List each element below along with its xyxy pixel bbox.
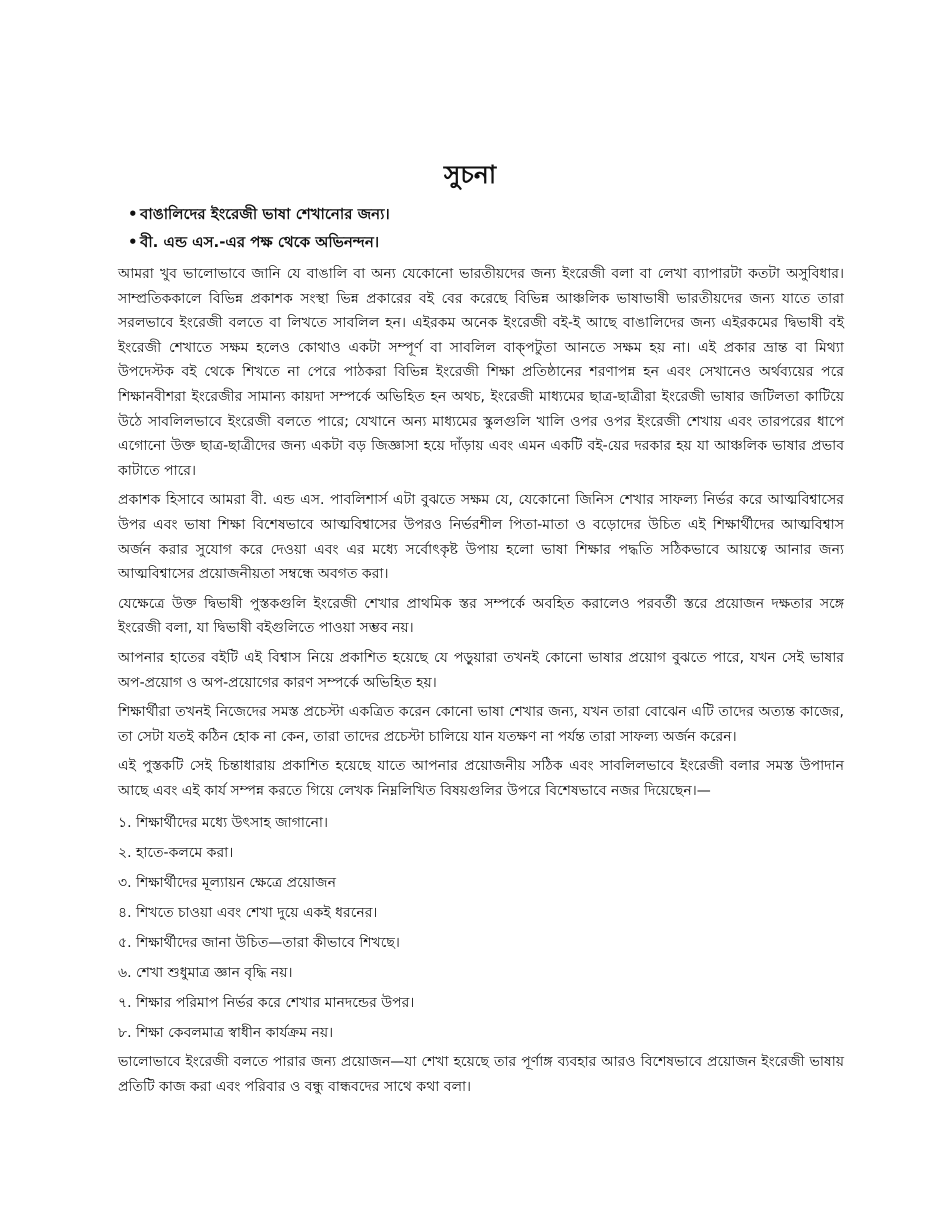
bullet-icon: •	[128, 233, 138, 251]
closing-paragraph: ভালোভাবে ইংরেজী বলতে পারার জন্য প্রয়োজন—যা শেখা হয়েছে তার পূর্ণাঙ্গ ব্যবহার আরও বিশেষভাবে প্রয়োজন ইংরেজী ভাষায় প্রতিটি কাজ করা এবং পরিবার ও বন্ধু বান্ধবদের সাথে কথা বলা।	[118, 1054, 844, 1096]
bullet-item	[128, 228, 390, 256]
paragraph: আপনার হাতের বইটি এই বিশ্বাস নিয়ে প্রকাশিত হয়েছে যে পড়ুয়ারা তখনই কোনো ভাষার প্রয়োগ বুঝতে পারে, যখন সেই ভাষার অপ-প্রয়োগ ও অপ-প্রয়োগের কারণ সম্পর্কে অভিহিত হয়।	[118, 649, 844, 691]
bullet-text: বী. এন্ড এস.-এর পক্ষ থেকে অভিনন্দন।	[140, 233, 380, 251]
paragraph: আমরা খুব ভালোভাবে জানি যে বাঙালি বা অন্য যেকোনো ভারতীয়দের জন্য ইংরেজী বলা বা লেখা ব্যাপারটা কতটা অসুবিধার। সাম্প্রতিককালে বিভিন্ন প্রকাশক সংস্থা ভিন্ন প্রকারের বই বের করেছে বিভিন্ন আঞ্চলিক ভাষাভাষী ভারতীয়দের জন্য যাতে তারা সরলভাবে ইংরেজী বলতে বা লিখতে সাবলিল হন। এইরকম অনেক ইংরেজী বই-ই আছে বাঙালিদের জন্য এইরকমের দ্বিভাষী বই ইংরেজী শেখাতে সক্ষম হলেও কোথাও একটা সম্পূর্ণ বা সাবলিল বাক্পটুতা আনতে সক্ষম হয় না। এই প্রকার ভ্রান্ত বা মিথ্যা উপদেস্টক বই থেকে শিখতে না পেরে পাঠকরা বিভিন্ন ইংরেজী শিক্ষা প্রতিষ্ঠানের শরণাপন্ন হন এবং সেখানেও অর্থব্যয়ের পরে শিক্ষানবীশরা ইংরেজীর সামান্য কায়দা সম্পর্কে অভিহিত হন অথচ, ইংরেজী মাধ্যমের ছাত্র-ছাত্রীরা ইংরেজী ভাষার জটিলতা কাটিয়ে উঠে সাবলিলভাবে ইংরেজী বলতে পারে; যেখানে অন্য মাধ্যমের স্কুলগুলি খালি ওপর ওপর ইংরেজী শেখায় এবং তারপরের ধাপে এগোনো উক্ত ছাত্র-ছাত্রীদের জন্য একটা বড় জিজ্ঞাসা হয়ে দাঁড়ায় এবং এমন একটি বই-য়ের দরকার হয় যা আঞ্চলিক ভাষার প্রভাব কাটাতে পারে।	[118, 266, 845, 479]
bullet-text: বাঙালিদের ইংরেজী ভাষা শেখানোর জন্য।	[140, 205, 390, 223]
paragraph: যেক্ষেত্রে উক্ত দ্বিভাষী পুস্তকগুলি ইংরেজী শেখার প্রাথমিক স্তর সম্পর্কে অবহিত করালেও পরবর্তী স্তরে প্রয়োজন দক্ষতার সঙ্গে ইংরেজী বলা, যা দ্বিভাষী বইগুলিতে পাওয়া সম্ভব নয়।	[118, 595, 844, 637]
body-text	[118, 262, 844, 1105]
list-item: ৪. শিখতে চাওয়া এবং শেখা দুয়ে একই ধরনের।	[118, 905, 378, 922]
list-item: ২. হাতে-কলমে করা।	[118, 845, 234, 862]
list-item: ৮. শিক্ষা কেবলমাত্র স্বাধীন কার্যক্রম নয়।	[118, 1025, 334, 1042]
paragraph: প্রকাশক হিসাবে আমরা বী. এন্ড এস. পাবলিশার্স এটা বুঝতে সক্ষম যে, যেকোনো জিনিস শেখার সাফল্য নির্ভর করে আত্মবিশ্বাসের উপর এবং ভাষা শিক্ষা বিশেষভাবে আত্মবিশ্বাসের উপরও নির্ভরশীল পিতা-মাতা ও বড়োদের উচিত এই শিক্ষার্থীদের আত্মবিশ্বাস অর্জন করার সুযোগ করে দেওয়া এবং এর মধ্যে সর্বোৎকৃষ্ট উপায় হলো ভাষা শিক্ষার পদ্ধতি সঠিকভাবে আয়ত্বে আনার জন্য আত্মবিশ্বাসের প্রয়োজনীয়তা সম্বন্ধে অবগত করা।	[118, 492, 844, 583]
list-item: ১. শিক্ষার্থীদের মধ্যে উৎসাহ জাগানো।	[118, 815, 329, 832]
numbered-list	[118, 808, 844, 1048]
paragraph: শিক্ষার্থীরা তখনই নিজেদের সমস্ত প্রচেস্টা একত্রিত করেন কোনো ভাষা শেখার জন্য, যখন তারা বোঝেন এটি তাদের অত্যন্ত কাজের, তা সেটা যতই কঠিন হোক না কেন, তারা তাদের প্রচেস্টা চালিয়ে যান যতক্ষণ না পর্যন্ত তারা সাফল্য অর্জন করেন।	[118, 704, 844, 745]
list-item: ৩. শিক্ষার্থীদের মূল্যায়ন ক্ষেত্রে প্রয়োজন	[118, 875, 336, 892]
list-item: ৬. শেখা শুধুমাত্র জ্ঞান বৃদ্ধি নয়।	[118, 965, 293, 982]
bullet-item	[128, 200, 390, 228]
page-title: সুচনা	[443, 160, 497, 189]
paragraph: এই পুস্তকটি সেই চিন্তাধারায় প্রকাশিত হয়েছে যাতে আপনার প্রয়োজনীয় সঠিক এবং সাবলিলভাবে ইংরেজী বলার সমস্ত উপাদান আছে এবং এই কার্য সম্পন্ন করতে গিয়ে লেখক নিম্নলিখিত বিষয়গুলির উপরে বিশেষভাবে নজর দিয়েছেন।—	[118, 758, 844, 799]
list-item: ৭. শিক্ষার পরিমাপ নির্ভর করে শেখার মানদন্ডের উপর।	[118, 995, 415, 1012]
bullet-icon: •	[128, 205, 138, 223]
list-item: ৫. শিক্ষার্থীদের জানা উচিত—তারা কীভাবে শিখছে।	[118, 935, 400, 952]
bullet-list	[128, 200, 390, 256]
